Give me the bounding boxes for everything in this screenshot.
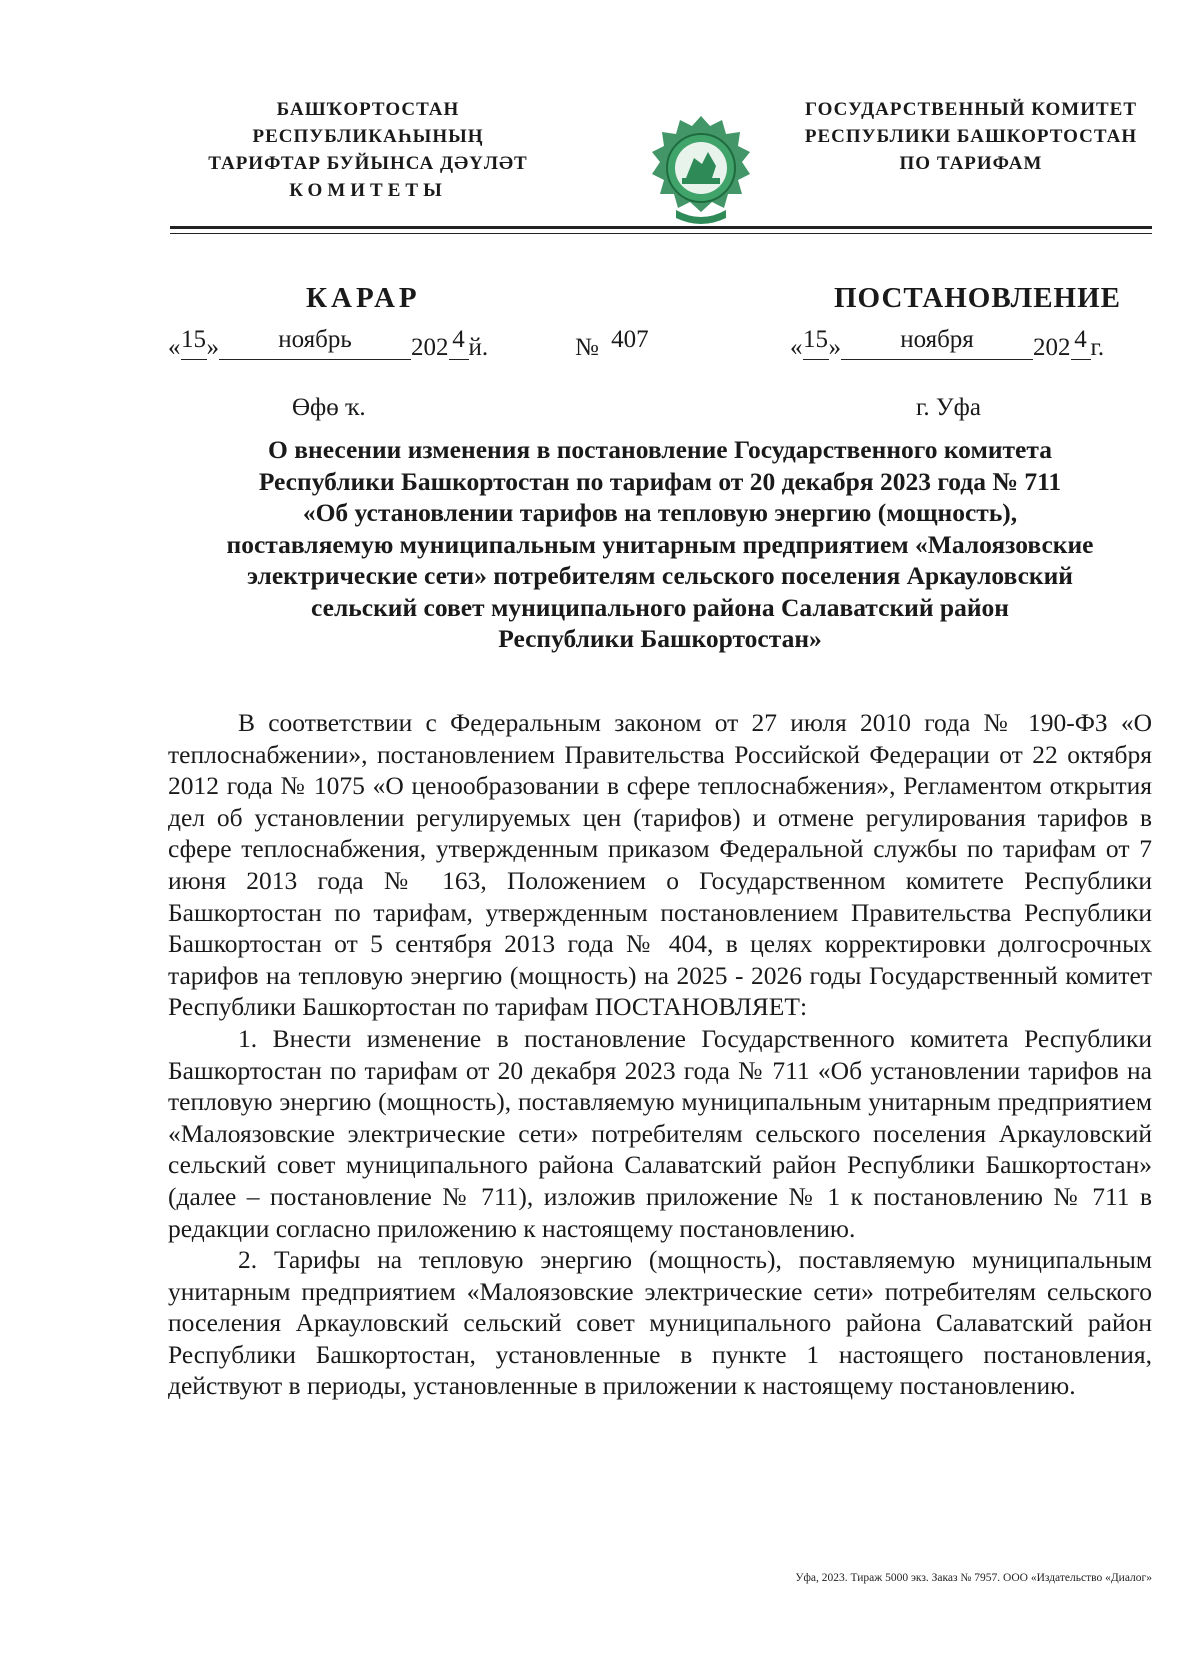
document-title [168,434,1152,655]
date-left [168,326,489,362]
title-line-6: сельский совет муниципального района Салаватский район [311,592,1009,622]
header-left-bashkir [168,96,568,204]
doc-number-value: 407 [611,326,649,353]
doc-number [575,326,649,362]
title-line-7: Республики Башкортостан» [498,624,822,653]
title-line-1: О внесении изменения в постановление Государственного комитета [268,435,1052,464]
date-left-year-prefix: 202 [411,334,449,361]
title-line-5: электрические сети» потребителям сельского поселения Аркауловский [246,561,1074,590]
paragraph-item-2: 2. Тарифы на тепловую энергию (мощность), поставляемую муниципальным унитарным предприятием «Малоязовские электрические сети» потребителям сельского поселения Аркауловский сельский совет муниципального района Салаватский район Республики Башкортостан, установленные в пункте 1 настоящего постановления, действуют в периоды, установленные в приложении к настоящему постановлению. [168,1245,1152,1401]
document-body [168,707,1152,1402]
title-line-3: «Об установлении тарифов на тепловую энергию (мощность), [302,498,1018,527]
date-right-year-digit: 4 [1074,326,1087,353]
date-left-close-quote: » [206,334,219,361]
doc-type-bashkir: КАРАР [306,282,421,314]
date-right-month: ноября [900,326,974,353]
date-right-year-suffix: г. [1090,334,1105,361]
paragraph-preamble: В соответствии с Федеральным законом от 27 июля 2010 года № 190-ФЗ «О теплоснабжении», постановлением Правительства Российской Федерации от 22 октября 2012 года № 1075 «О ценообразовании в сфере теплоснабжения», Регламентом открытия дел об установлении регулируемых цен (тарифов) и отмене регулирования тарифов в сфере теплоснабжения, утвержденным приказом Федеральной службы по тарифам от 7 июня 2013 года № 163, Положением о Государственном комитете Республики Башкортостан по тарифам, утвержденным постановлением Правительства Республики Башкортостан от 5 сентября 2013 года № 404, в целях корректировки долгосрочных тарифов на тепловую энергию (мощность) на 2025 - 2026 годы Государственный комитет Республики Башкортостан по тарифам ПОСТАНОВЛЯЕТ: [168,708,1152,1022]
date-left-open-quote: « [168,334,181,361]
header-left-line-3: КОМИТЕТЫ [289,180,447,201]
header-left-line-1: БАШҠОРТОСТАН РЕСПУБЛИКАҺЫНЫҢ [252,99,484,147]
header-divider-thick [170,226,1152,229]
header-right-line-1: ГОСУДАРСТВЕННЫЙ КОМИТЕТ [804,99,1138,120]
header-left-line-2: ТАРИФТАР БУЙЫНСА ДӘҮЛӘТ [208,153,528,174]
title-line-4: поставляемую муниципальным унитарным предприятием «Малоязовские [226,529,1094,559]
header-divider-thin [170,233,1152,234]
city-russian: г. Уфа [916,394,981,421]
header-right-line-3: ПО ТАРИФАМ [899,153,1043,174]
date-right-year-prefix: 202 [1033,334,1071,361]
date-left-year-suffix: й. [468,334,489,361]
city-bashkir: Өфө ҡ. [292,394,366,421]
paragraph-item-1: 1. Внести изменение в постановление Государственного комитета Республики Башкортостан по тарифам от 20 декабря 2023 года № 711 «Об установлении тарифов на тепловую энергию (мощность), поставляемую муниципальным унитарным предприятием «Малоязовские электрические сети» потребителям сельского поселения Аркауловский сельский совет муниципального района Салаватский район Республики Башкортостан» (далее – постановление № 711), изложив приложение № 1 к постановлению № 711 в редакции согласно приложению к настоящему постановлению. [168,1023,1152,1243]
date-right-day: 15 [803,326,828,353]
doc-number-label: № [575,334,599,361]
doc-type-russian: ПОСТАНОВЛЕНИЕ [834,282,1122,314]
date-left-year-digit: 4 [452,326,465,353]
date-left-day: 15 [181,326,206,353]
print-footer: Уфа, 2023. Тираж 5000 экз. Заказ № 7957. ООО «Издательство «Диалог» [795,1572,1152,1584]
date-right-open-quote: « [790,334,803,361]
title-line-2: Республики Башкортостан по тарифам от 20 декабря 2023 года № 711 [258,466,1062,496]
date-right-close-quote: » [828,334,841,361]
header-right-russian [786,96,1156,177]
header-right-line-2: РЕСПУБЛИКИ БАШКОРТОСТАН [804,126,1138,147]
date-right [790,326,1105,362]
date-left-month: ноябрь [278,326,352,353]
coat-of-arms-icon [646,112,756,228]
